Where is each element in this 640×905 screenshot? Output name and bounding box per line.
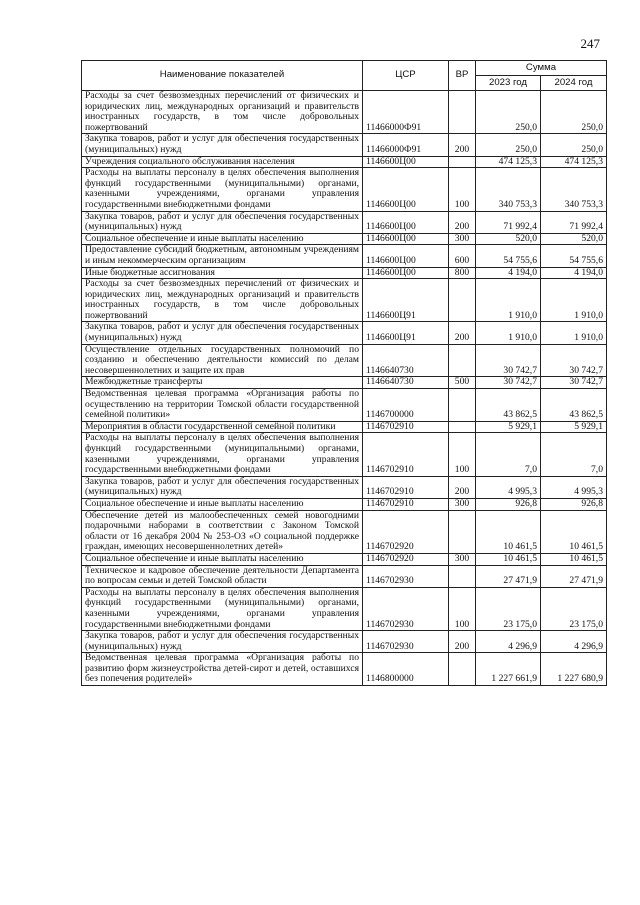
row-amount-2024: 10 461,5 bbox=[541, 553, 607, 565]
row-name: Иные бюджетные ассигнования bbox=[82, 267, 363, 279]
row-name: Межбюджетные трансферты bbox=[82, 377, 363, 389]
row-name: Закупка товаров, работ и услуг для обеспечения государственных (муниципальных) нужд bbox=[82, 211, 363, 233]
budget-table bbox=[81, 60, 607, 686]
row-vr: 500 bbox=[449, 377, 476, 389]
row-name: Закупка товаров, работ и услуг для обеспечения государственных (муниципальных) нужд bbox=[82, 322, 363, 344]
row-name: Социальное обеспечение и иные выплаты населению bbox=[82, 498, 363, 510]
row-amount-2023: 30 742,7 bbox=[476, 377, 541, 389]
row-vr: 200 bbox=[449, 211, 476, 233]
row-amount-2024: 474 125,3 bbox=[541, 156, 607, 168]
row-amount-2023: 1 910,0 bbox=[476, 322, 541, 344]
row-vr: 200 bbox=[449, 322, 476, 344]
row-name: Закупка товаров, работ и услуг для обеспечения государственных (муниципальных) нужд bbox=[82, 476, 363, 498]
row-amount-2023: 7,0 bbox=[476, 433, 541, 476]
row-name: Расходы за счет безвозмездных перечислений от физических и юридических лиц, международных организаций и правительств иностранных государств, в том числе добровольных пожертвований bbox=[82, 91, 363, 134]
row-name: Мероприятия в области государственной семейной политики bbox=[82, 421, 363, 433]
row-amount-2024: 43 862,5 bbox=[541, 389, 607, 422]
row-csr: 1146600Ц91 bbox=[363, 322, 449, 344]
table-row bbox=[82, 156, 607, 168]
header-vr: ВР bbox=[449, 61, 476, 91]
row-vr bbox=[449, 421, 476, 433]
row-amount-2023: 4 194,0 bbox=[476, 267, 541, 279]
row-amount-2024: 250,0 bbox=[541, 91, 607, 134]
row-name: Социальное обеспечение и иные выплаты населению bbox=[82, 553, 363, 565]
row-csr: 1146800000 bbox=[363, 653, 449, 686]
row-name: Расходы на выплаты персоналу в целях обеспечения выполнения функций государственными (муниципальными) органами, казенными учреждениями, органами управления государственными внебюджетными фондами bbox=[82, 587, 363, 630]
row-amount-2023: 474 125,3 bbox=[476, 156, 541, 168]
row-amount-2024: 1 910,0 bbox=[541, 279, 607, 322]
row-csr: 1146702920 bbox=[363, 510, 449, 553]
row-csr: 1146702910 bbox=[363, 433, 449, 476]
row-amount-2024: 250,0 bbox=[541, 134, 607, 156]
table-row bbox=[82, 168, 607, 211]
table-row bbox=[82, 91, 607, 134]
row-amount-2023: 250,0 bbox=[476, 134, 541, 156]
row-csr: 1146600Ц00 bbox=[363, 233, 449, 245]
row-amount-2024: 7,0 bbox=[541, 433, 607, 476]
row-name: Учреждения социального обслуживания населения bbox=[82, 156, 363, 168]
row-amount-2023: 340 753,3 bbox=[476, 168, 541, 211]
page-number: 247 bbox=[580, 36, 600, 51]
row-amount-2024: 1 227 680,9 bbox=[541, 653, 607, 686]
row-csr: 1146600Ц00 bbox=[363, 245, 449, 267]
table-row bbox=[82, 267, 607, 279]
row-csr: 1146702910 bbox=[363, 476, 449, 498]
row-amount-2024: 27 471,9 bbox=[541, 565, 607, 587]
row-amount-2024: 30 742,7 bbox=[541, 344, 607, 377]
row-name: Предоставление субсидий бюджетным, автономным учреждениям и иным некоммерческим организациям bbox=[82, 245, 363, 267]
row-vr bbox=[449, 279, 476, 322]
table-row bbox=[82, 377, 607, 389]
row-amount-2023: 926,8 bbox=[476, 498, 541, 510]
row-csr: 1146702930 bbox=[363, 565, 449, 587]
row-csr: 1146702910 bbox=[363, 498, 449, 510]
row-vr bbox=[449, 389, 476, 422]
table-row bbox=[82, 233, 607, 245]
header-csr: ЦСР bbox=[363, 61, 449, 91]
row-vr bbox=[449, 344, 476, 377]
row-name: Расходы на выплаты персоналу в целях обеспечения выполнения функций государственными (муниципальными) органами, казенными учреждениями, органами управления государственными внебюджетными фондами bbox=[82, 168, 363, 211]
row-csr: 1146600Ц00 bbox=[363, 211, 449, 233]
row-amount-2024: 4 995,3 bbox=[541, 476, 607, 498]
row-vr bbox=[449, 91, 476, 134]
table-row bbox=[82, 245, 607, 267]
row-amount-2024: 1 910,0 bbox=[541, 322, 607, 344]
table-row bbox=[82, 498, 607, 510]
row-vr bbox=[449, 653, 476, 686]
row-amount-2023: 1 910,0 bbox=[476, 279, 541, 322]
table-row bbox=[82, 134, 607, 156]
table-row bbox=[82, 279, 607, 322]
row-name: Техническое и кадровое обеспечение деятельности Департамента по вопросам семьи и детей Томской области bbox=[82, 565, 363, 587]
row-vr: 200 bbox=[449, 476, 476, 498]
row-amount-2024: 4 296,9 bbox=[541, 631, 607, 653]
row-csr: 1146702930 bbox=[363, 587, 449, 630]
row-amount-2024: 10 461,5 bbox=[541, 510, 607, 553]
row-vr: 600 bbox=[449, 245, 476, 267]
row-csr: 1146702910 bbox=[363, 421, 449, 433]
table-row bbox=[82, 389, 607, 422]
row-amount-2024: 54 755,6 bbox=[541, 245, 607, 267]
row-amount-2023: 23 175,0 bbox=[476, 587, 541, 630]
row-amount-2024: 71 992,4 bbox=[541, 211, 607, 233]
header-year-2023: 2023 год bbox=[476, 76, 541, 91]
row-amount-2024: 340 753,3 bbox=[541, 168, 607, 211]
row-vr: 800 bbox=[449, 267, 476, 279]
row-vr: 200 bbox=[449, 134, 476, 156]
row-amount-2023: 54 755,6 bbox=[476, 245, 541, 267]
row-name: Социальное обеспечение и иные выплаты населению bbox=[82, 233, 363, 245]
row-vr bbox=[449, 510, 476, 553]
row-csr: 11466000Ф91 bbox=[363, 91, 449, 134]
row-csr: 1146600Ц00 bbox=[363, 156, 449, 168]
header-year-2024: 2024 год bbox=[541, 76, 607, 91]
row-csr: 1146640730 bbox=[363, 344, 449, 377]
row-vr: 300 bbox=[449, 553, 476, 565]
row-csr: 1146702920 bbox=[363, 553, 449, 565]
row-csr: 11466000Ф91 bbox=[363, 134, 449, 156]
table-row bbox=[82, 631, 607, 653]
row-csr: 1146600Ц91 bbox=[363, 279, 449, 322]
row-name: Расходы на выплаты персоналу в целях обеспечения выполнения функций государственными (муниципальными) органами, казенными учреждениями, органами управления государственными внебюджетными фондами bbox=[82, 433, 363, 476]
table-row bbox=[82, 587, 607, 630]
row-amount-2023: 43 862,5 bbox=[476, 389, 541, 422]
row-amount-2023: 27 471,9 bbox=[476, 565, 541, 587]
row-amount-2023: 30 742,7 bbox=[476, 344, 541, 377]
row-amount-2023: 1 227 661,9 bbox=[476, 653, 541, 686]
row-vr bbox=[449, 156, 476, 168]
row-amount-2024: 520,0 bbox=[541, 233, 607, 245]
table-header bbox=[82, 61, 607, 91]
row-name: Ведомственная целевая программа «Организация работы по развитию форм жизнеустройства детей-сирот и детей, оставшихся без попечения родителей» bbox=[82, 653, 363, 686]
table-row bbox=[82, 344, 607, 377]
row-vr: 100 bbox=[449, 587, 476, 630]
row-vr: 200 bbox=[449, 631, 476, 653]
row-name: Ведомственная целевая программа «Организация работы по осуществлению на территории Томской области государственной семейной политики» bbox=[82, 389, 363, 422]
row-vr bbox=[449, 565, 476, 587]
row-csr: 1146700000 bbox=[363, 389, 449, 422]
table-row bbox=[82, 565, 607, 587]
row-amount-2023: 71 992,4 bbox=[476, 211, 541, 233]
row-amount-2023: 10 461,5 bbox=[476, 553, 541, 565]
row-amount-2023: 4 995,3 bbox=[476, 476, 541, 498]
table-row bbox=[82, 421, 607, 433]
row-name: Закупка товаров, работ и услуг для обеспечения государственных (муниципальных) нужд bbox=[82, 134, 363, 156]
row-csr: 1146600Ц00 bbox=[363, 267, 449, 279]
row-amount-2024: 4 194,0 bbox=[541, 267, 607, 279]
table-row bbox=[82, 476, 607, 498]
row-csr: 1146640730 bbox=[363, 377, 449, 389]
row-vr: 100 bbox=[449, 433, 476, 476]
row-vr: 300 bbox=[449, 233, 476, 245]
row-name: Расходы за счет безвозмездных перечислений от физических и юридических лиц, международных организаций и правительств иностранных государств, в том числе добровольных пожертвований bbox=[82, 279, 363, 322]
row-amount-2024: 30 742,7 bbox=[541, 377, 607, 389]
table-row bbox=[82, 433, 607, 476]
row-vr: 300 bbox=[449, 498, 476, 510]
row-amount-2024: 5 929,1 bbox=[541, 421, 607, 433]
row-name: Закупка товаров, работ и услуг для обеспечения государственных (муниципальных) нужд bbox=[82, 631, 363, 653]
table-row bbox=[82, 653, 607, 686]
row-amount-2023: 520,0 bbox=[476, 233, 541, 245]
table-row bbox=[82, 553, 607, 565]
table-row bbox=[82, 322, 607, 344]
row-name: Осуществление отдельных государственных полномочий по созданию и обеспечению деятельности комиссий по делам несовершеннолетних и защите их прав bbox=[82, 344, 363, 377]
row-amount-2023: 250,0 bbox=[476, 91, 541, 134]
row-amount-2023: 5 929,1 bbox=[476, 421, 541, 433]
table-row bbox=[82, 510, 607, 553]
row-amount-2023: 4 296,9 bbox=[476, 631, 541, 653]
table-row bbox=[82, 211, 607, 233]
row-vr: 100 bbox=[449, 168, 476, 211]
row-csr: 1146702930 bbox=[363, 631, 449, 653]
row-name: Обеспечение детей из малообеспеченных семей новогодними подарочными наборами в соответствии с Законом Томской области от 16 декабря 2004 № 253-ОЗ «О социальной поддержке граждан, имеющих несовершеннолетних детей» bbox=[82, 510, 363, 553]
header-name: Наименование показателей bbox=[82, 61, 363, 91]
row-csr: 1146600Ц00 bbox=[363, 168, 449, 211]
row-amount-2024: 23 175,0 bbox=[541, 587, 607, 630]
row-amount-2023: 10 461,5 bbox=[476, 510, 541, 553]
table-body bbox=[82, 91, 607, 686]
row-amount-2024: 926,8 bbox=[541, 498, 607, 510]
header-sum: Сумма bbox=[476, 61, 607, 76]
